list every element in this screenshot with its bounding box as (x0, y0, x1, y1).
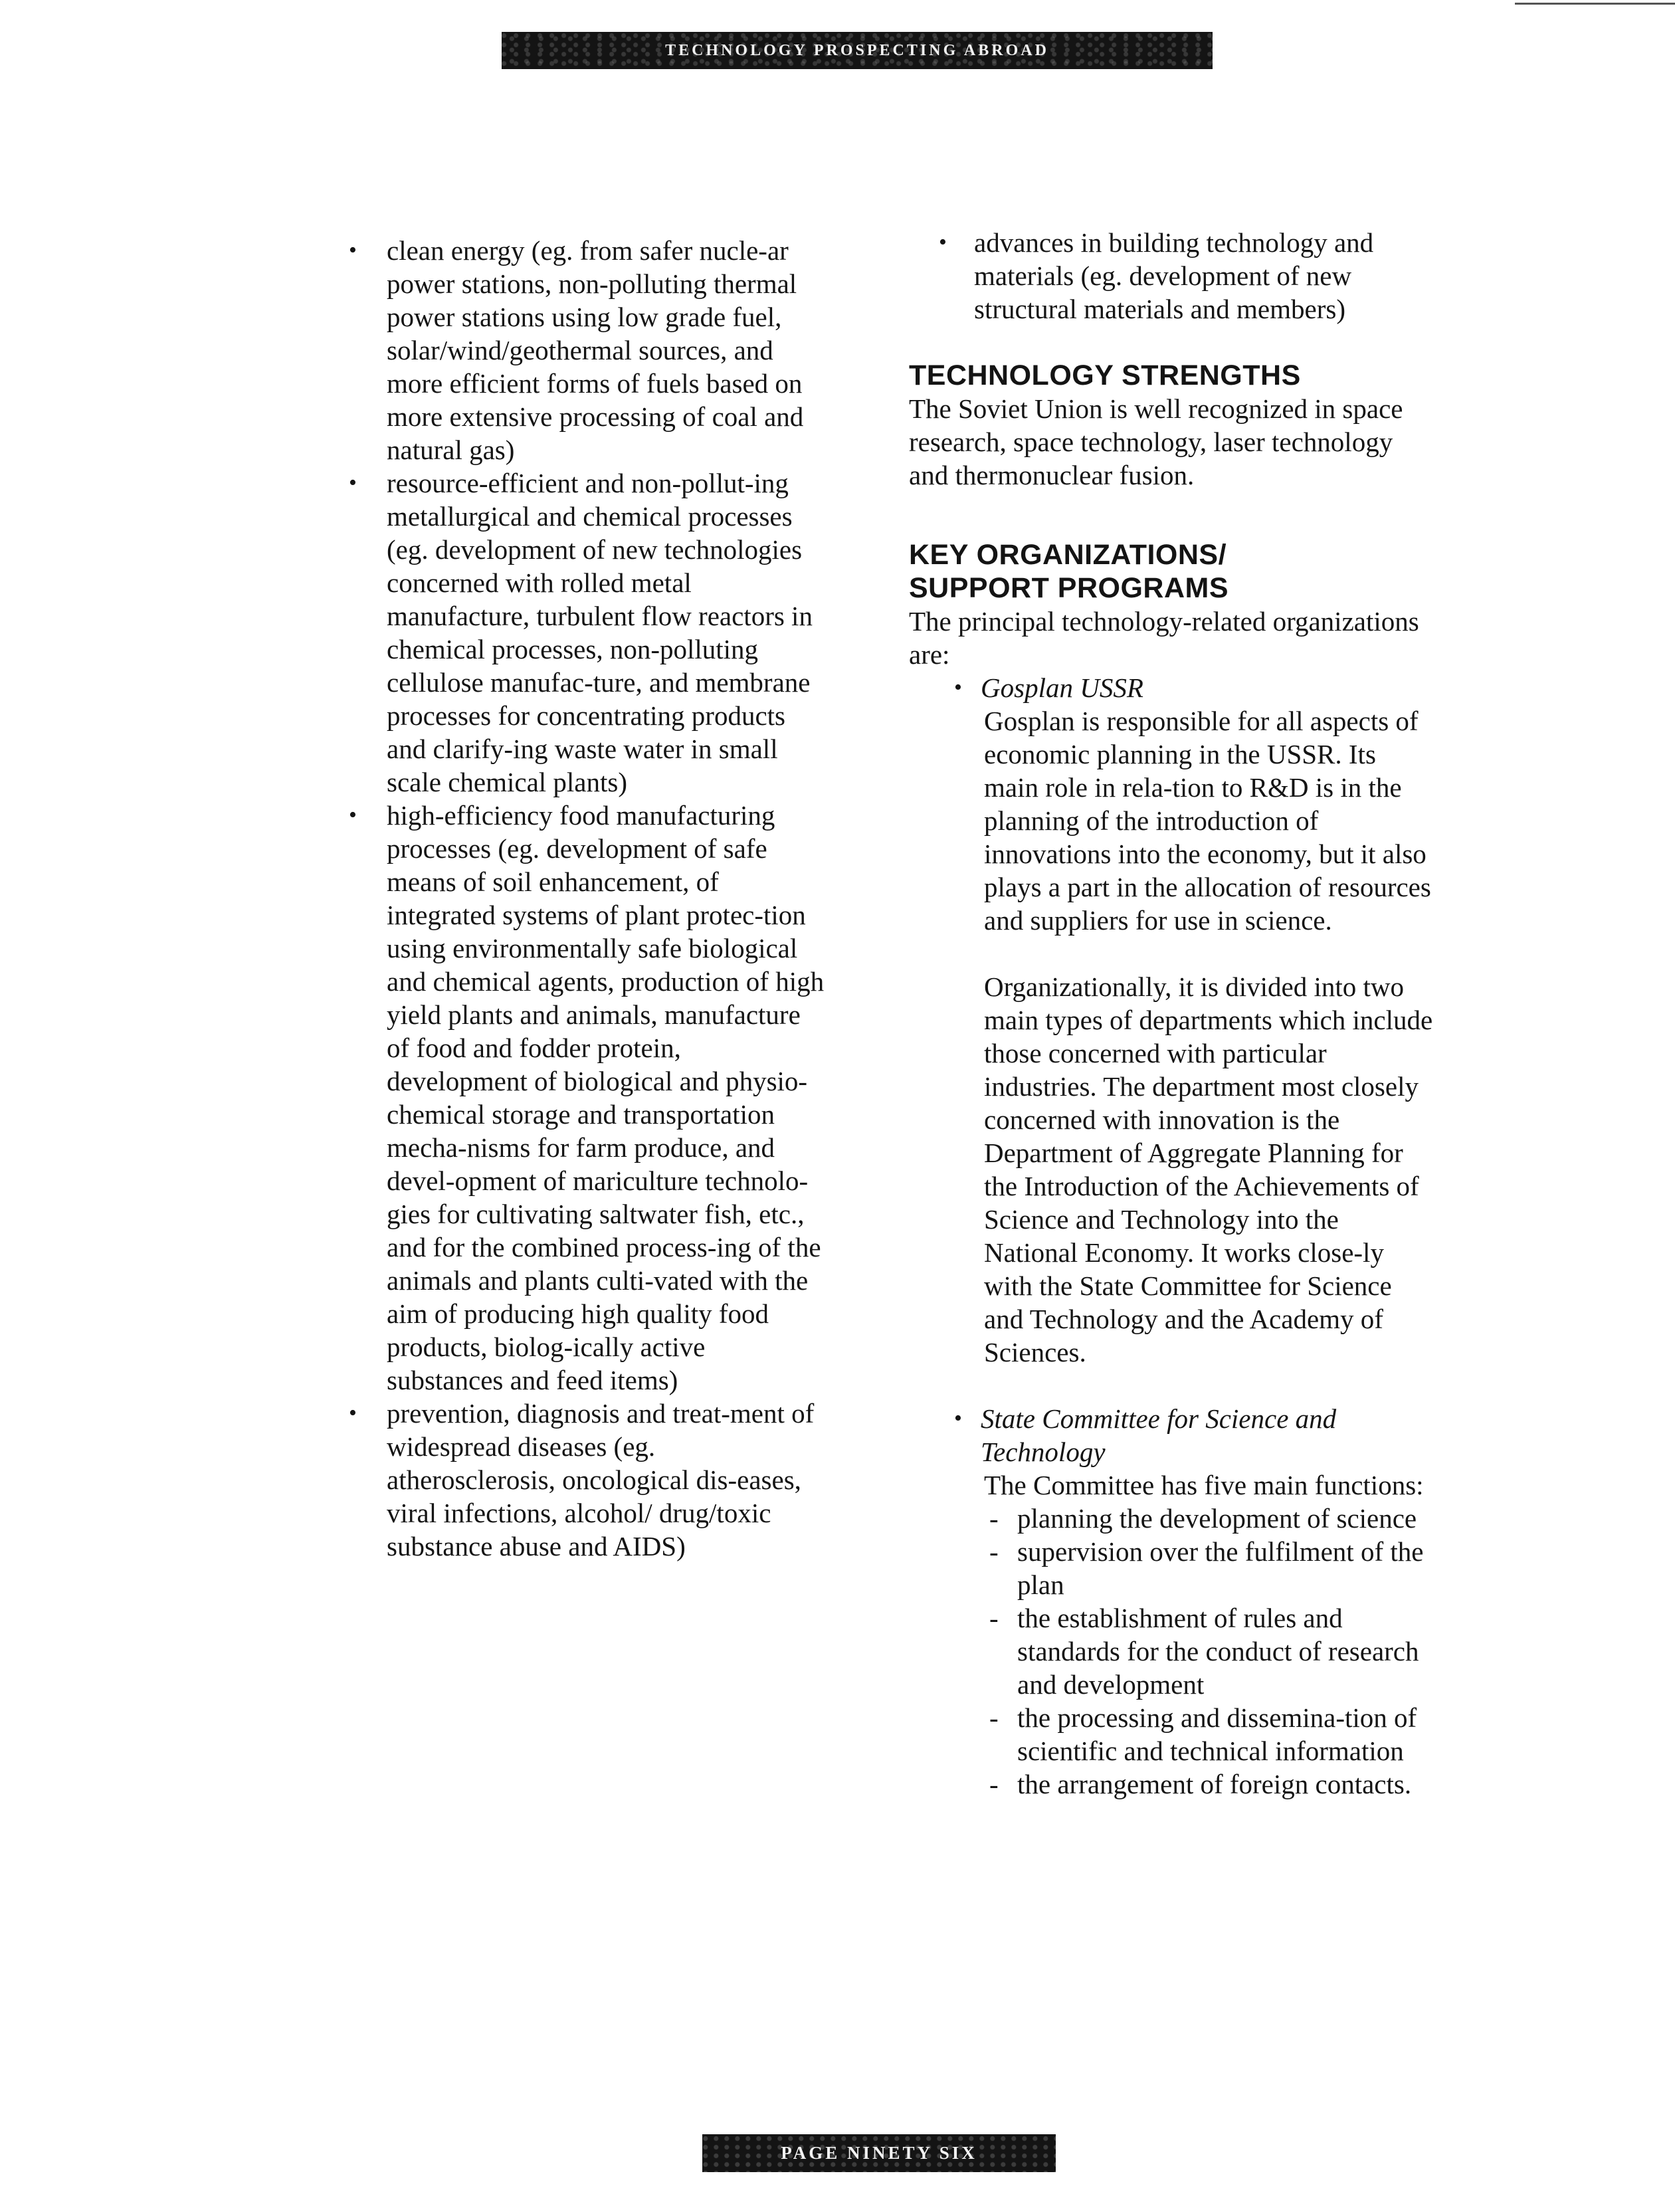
page-footer (702, 2134, 1056, 2172)
list-item: - planning the development of science (984, 1502, 1434, 1535)
technology-strengths-text: The Soviet Union is well recognized in space research, space technology, laser technology and thermonuclear fusion. (909, 393, 1403, 490)
technology-strengths-heading: TECHNOLOGY STRENGTHS (909, 359, 1301, 391)
committee-functions-list (984, 1502, 1434, 1801)
right-column (909, 226, 1434, 1801)
list-item: • clean energy (eg. from safer nucle-ar power stations, non-polluting thermal power stations using low grade fuel, solar/wind/geothermal sources, and more efficient forms of fuels based on more extensive processing of coal and natural gas) (349, 234, 827, 466)
left-column (349, 234, 827, 1563)
organization-body (981, 1468, 1434, 1801)
organization-body (981, 704, 1434, 1369)
organizations-intro: The principal technology-related organizations are: (909, 606, 1419, 670)
list-item: • high-efficiency food manufacturing processes (eg. development of safe means of soil enhancement, of integrated systems of plant protec-tion using environmentally safe biological and chemical agents, production of high yield plants and animals, manufacture of food and fodder protein, development of biological and physio-chemical storage and transportation mecha-nisms for farm produce, and devel-opment of mariculture technolo-gies for cultivating saltwater fish, etc., and for the combined process-ing of the animals and plants culti-vated with the aim of producing high quality food products, biolog-ically active substances and feed items) (349, 799, 827, 1397)
list-item: • resource-efficient and non-pollut-ing metallurgical and chemical processes (eg. development of new technologies concerned with rolled metal manufacture, turbulent flow reactors in chemical processes, non-polluting cellulose manufac-ture, and membrane processes for concentrating products and clarify-ing waste water in small scale chemical plants) (349, 466, 827, 799)
gosplan-paragraph-1: Gosplan is responsible for all aspects of economic planning in the USSR. Its main role in rela-tion to R&D is in the planning of the introduction of innovations into the economy, but it also plays a part in the allocation of resources and suppliers for use in science. (984, 706, 1431, 936)
left-bullet-list (349, 234, 827, 1563)
running-header-title: TECHNOLOGY PROSPECTING ABROAD (665, 41, 1049, 59)
organization-state-committee (909, 1402, 1434, 1801)
list-item: • advances in building technology and materials (eg. development of new structural materials and members) (909, 226, 1434, 326)
right-bullet-list (909, 226, 1434, 326)
list-item: • prevention, diagnosis and treat-ment of widespread diseases (eg. atherosclerosis, oncological dis-eases, viral infections, alcohol/ drug/toxic substance abuse and AIDS) (349, 1397, 827, 1563)
key-organizations-heading-line1: KEY ORGANIZATIONS/ (909, 539, 1227, 571)
gosplan-paragraph-2: Organizationally, it is divided into two main types of departments which include those concerned with particular industries. The department most closely concerned with innovation is the Department of Aggregate Planning for the Introduction of the Achievements of Science and Technology into the National Economy. It works close-ly with the State Committee for Science and Technology and the Academy of Sciences. (984, 971, 1433, 1367)
list-item: - the establishment of rules and standards for the conduct of research and development (984, 1601, 1434, 1701)
running-header (502, 32, 1213, 69)
organization-name: • State Committee for Science and Technology (981, 1403, 1337, 1467)
list-item: - the arrangement of foreign contacts. (984, 1767, 1434, 1801)
list-item: - the processing and dissemina-tion of scientific and technical information (984, 1701, 1434, 1767)
organization-list (909, 671, 1434, 1801)
key-organizations-heading-line2: SUPPORT PROGRAMS (909, 572, 1229, 604)
key-organizations-heading (909, 538, 1434, 605)
committee-intro: The Committee has five main functions: (984, 1470, 1424, 1500)
organization-name: • Gosplan USSR (981, 672, 1143, 703)
organization-gosplan (909, 671, 1434, 1369)
list-item: - supervision over the fulfilment of the plan (984, 1535, 1434, 1601)
page-number-label: PAGE NINETY SIX (781, 2143, 977, 2163)
corner-rule (1515, 3, 1675, 5)
